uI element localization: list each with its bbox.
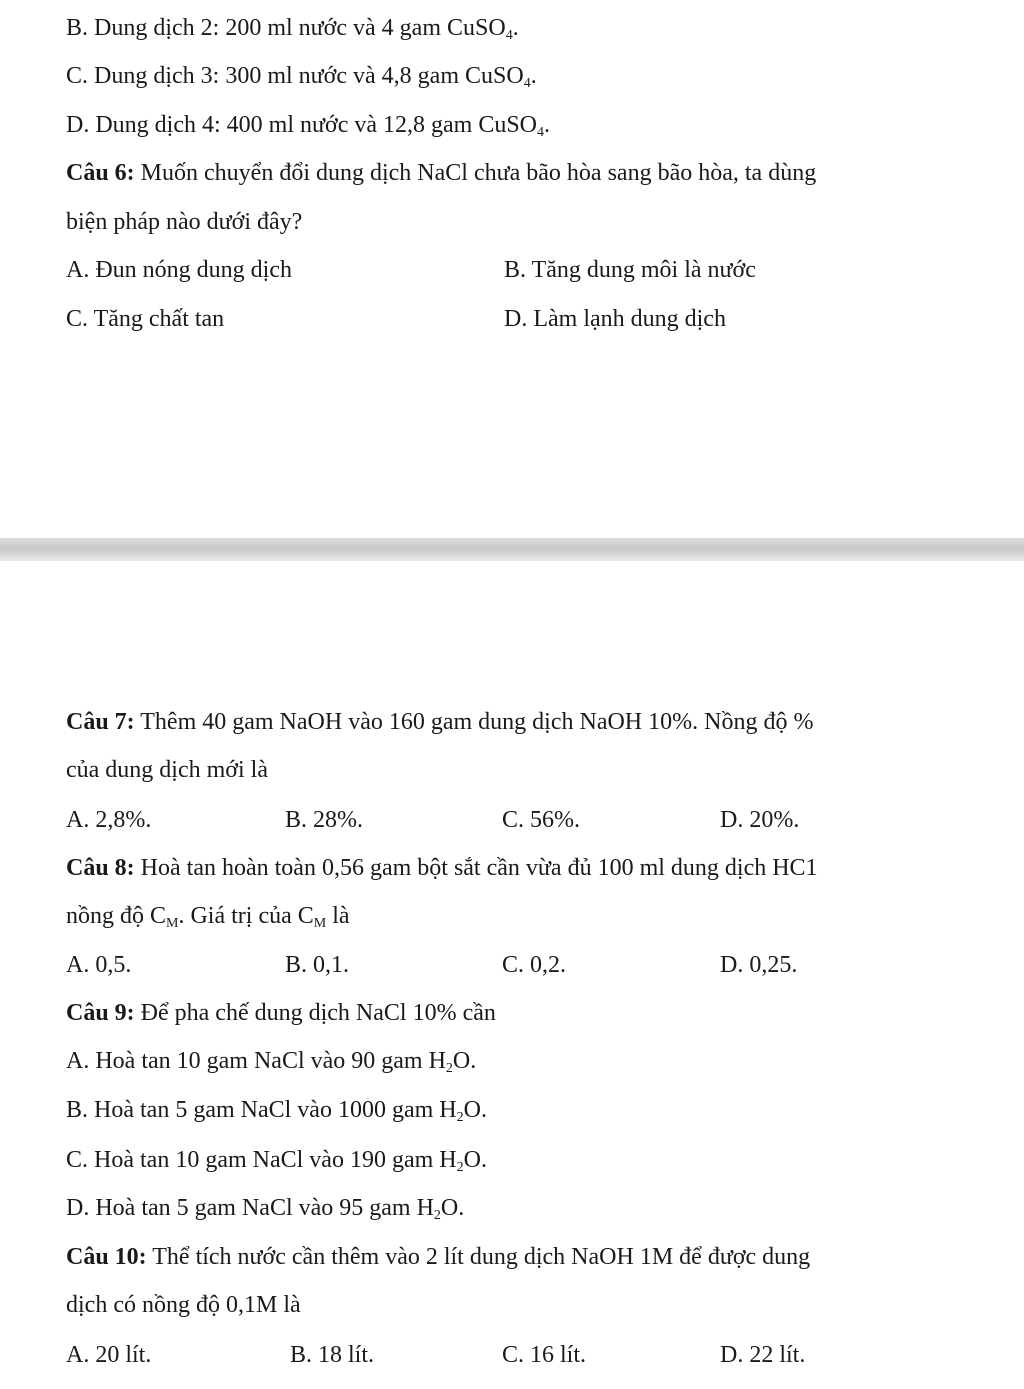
q6-question-line2: biện pháp nào dưới đây? <box>66 209 303 235</box>
q9-option-c: C. Hoà tan 10 gam NaCl vào 190 gam $H_2O$. <box>66 1147 487 1175</box>
q7-option-c: C. 56%. <box>502 807 580 833</box>
q8-option-c: C. 0,2. <box>502 952 567 978</box>
page-separator <box>0 538 1024 561</box>
q9-option-a: A. Hoà tan 10 gam NaCl vào 90 gam $H_2O$. <box>66 1048 477 1076</box>
q10-option-d: D. 22 lít. <box>720 1342 806 1368</box>
q10-option-a: A. 20 lít. <box>66 1342 152 1368</box>
q6-option-d: D. Làm lạnh dung dịch <box>504 306 726 332</box>
document-page-1 <box>0 0 1024 538</box>
q8-option-a: A. 0,5. <box>66 952 132 978</box>
q10-option-b: B. 18 lít. <box>290 1342 375 1368</box>
q10-question-line1: Câu 10: Thể tích nước cần thêm vào 2 lít dung dịch NaOH 1M để được dung <box>66 1244 811 1270</box>
q5-option-c: C. Dung dịch 3: 300 ml nước và 4,8 gam CuSO$_4$. <box>66 63 537 91</box>
q8-question-line2: nồng độ $C_M$. Giá trị của $C_M$ là <box>66 903 350 931</box>
q9-number: Câu 9: <box>66 1000 135 1026</box>
q7-option-a: A. 2,8%. <box>66 807 152 833</box>
q7-question-line2: của dung dịch mới là <box>66 757 268 783</box>
document-page-2 <box>0 561 1024 1389</box>
q6-option-b: B. Tăng dung môi là nước <box>504 257 756 283</box>
q8-question-line1: Câu 8: Hoà tan hoàn toàn 0,56 gam bột sắt cần vừa đủ 100 ml dung dịch HC1 <box>66 855 818 881</box>
q8-option-d: D. 0,25. <box>720 952 798 978</box>
q7-option-d: D. 20%. <box>720 807 800 833</box>
q10-number: Câu 10: <box>66 1244 147 1270</box>
q9-question-line1: Câu 9: Để pha chế dung dịch NaCl 10% cần <box>66 1000 496 1026</box>
q7-number: Câu 7: <box>66 709 135 735</box>
q7-question-line1: Câu 7: Thêm 40 gam NaOH vào 160 gam dung dịch NaOH 10%. Nồng độ % <box>66 709 814 735</box>
q7-option-b: B. 28%. <box>285 807 363 833</box>
q5-option-d: D. Dung dịch 4: 400 ml nước và 12,8 gam CuSO$_4$. <box>66 112 551 140</box>
q6-number: Câu 6: <box>66 160 135 186</box>
q10-option-c: C. 16 lít. <box>502 1342 587 1368</box>
q8-number: Câu 8: <box>66 855 135 881</box>
q6-question-line1: Câu 6: Muốn chuyển đổi dung dịch NaCl chưa bão hòa sang bão hòa, ta dùng <box>66 160 817 186</box>
q6-option-a: A. Đun nóng dung dịch <box>66 257 292 283</box>
q9-option-b: B. Hoà tan 5 gam NaCl vào 1000 gam $H_2O$. <box>66 1097 487 1125</box>
q8-option-b: B. 0,1. <box>285 952 350 978</box>
q6-option-c: C. Tăng chất tan <box>66 306 225 332</box>
q5-option-b: B. Dung dịch 2: 200 ml nước và 4 gam CuSO$_4$. <box>66 15 519 43</box>
q10-question-line2: dịch có nồng độ 0,1M là <box>66 1292 301 1318</box>
q9-option-d: D. Hoà tan 5 gam NaCl vào 95 gam $H_2O$. <box>66 1195 465 1223</box>
